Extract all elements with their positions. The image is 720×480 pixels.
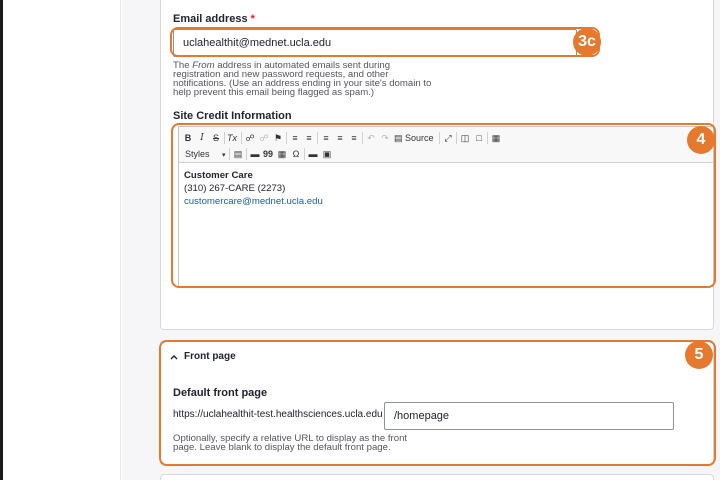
credit-line-1: Customer Care xyxy=(184,170,253,181)
show-blocks-icon[interactable]: ◫ xyxy=(460,133,470,143)
template-icon[interactable]: □ xyxy=(476,133,482,143)
annotation-badge-5: 5 xyxy=(685,341,713,369)
front-page-description-line-2: page. Leave blank to display the default front page. xyxy=(173,442,391,453)
email-description-line-1: The From address in automated emails sent during xyxy=(173,60,391,71)
undo-icon[interactable]: ↶ xyxy=(367,133,375,143)
dropdown-arrow-icon: ▾ xyxy=(222,152,226,159)
bold-button[interactable]: B xyxy=(184,133,192,143)
insert-table-icon[interactable]: ▦ xyxy=(277,149,287,159)
anchor-flag-icon[interactable]: ⚑ xyxy=(273,133,283,143)
left-gutter xyxy=(3,0,121,480)
redo-icon[interactable]: ↷ xyxy=(381,133,389,143)
annotation-box-3c xyxy=(170,27,600,57)
email-description-line-4: help prevent this email being flagged as spam.) xyxy=(173,87,375,98)
align-center-icon[interactable]: ≡ xyxy=(337,133,343,143)
strikethrough-button[interactable]: S xyxy=(212,133,219,143)
special-char-button[interactable]: Ω xyxy=(292,149,300,159)
format-icon[interactable]: ▤ xyxy=(233,149,243,159)
annotation-box-5 xyxy=(159,340,716,466)
maximize-icon[interactable]: ⤢ xyxy=(444,133,452,143)
image-icon[interactable]: ▣ xyxy=(322,149,332,159)
numbered-list-icon[interactable]: ≡ xyxy=(306,133,312,143)
align-right-icon[interactable]: ≡ xyxy=(351,133,357,143)
front-page-title: Front page xyxy=(184,351,236,362)
front-page-description-line-1: Optionally, specify a relative URL to display as the front xyxy=(173,433,408,444)
link-icon[interactable]: ☍ xyxy=(245,133,255,143)
unlink-icon[interactable]: ☍ xyxy=(259,133,269,143)
table-icon[interactable]: ▦ xyxy=(491,133,501,143)
site-url-prefix: https://uclahealthit-test.healthsciences.ucla.edu xyxy=(173,409,383,420)
annotation-box-4 xyxy=(171,123,716,288)
horizontal-rule-icon[interactable]: ▬ xyxy=(250,149,260,159)
next-section-card xyxy=(160,474,714,480)
bulleted-list-icon[interactable]: ≡ xyxy=(292,133,298,143)
annotation-badge-3c: 3c xyxy=(573,28,601,56)
required-marker: * xyxy=(250,13,255,25)
blockquote-button[interactable]: 99 xyxy=(263,149,274,159)
annotation-badge-4: 4 xyxy=(687,126,715,154)
source-icon: ▤ xyxy=(394,133,403,143)
email-description-line-3: notifications. (Use an address ending in your site's domain to xyxy=(173,78,432,89)
align-left-icon[interactable]: ≡ xyxy=(323,133,329,143)
site-credit-label: Site Credit Information xyxy=(173,110,292,122)
default-front-page-label: Default front page xyxy=(173,387,268,399)
email-description-line-2: registration and new password requests, and other xyxy=(173,69,389,80)
email-label-text: Email address xyxy=(173,13,248,25)
source-label: Source xyxy=(405,133,434,143)
credit-email-link[interactable]: customercare@mednet.ucla.edu xyxy=(184,196,323,207)
credit-line-2: (310) 267-CARE (2273) xyxy=(184,183,286,194)
embed-media-icon[interactable]: ▬ xyxy=(308,149,318,159)
italic-button[interactable]: I xyxy=(200,133,204,143)
email-label xyxy=(173,13,255,25)
remove-format-button[interactable]: Tx xyxy=(227,133,237,143)
styles-label: Styles xyxy=(185,149,210,159)
